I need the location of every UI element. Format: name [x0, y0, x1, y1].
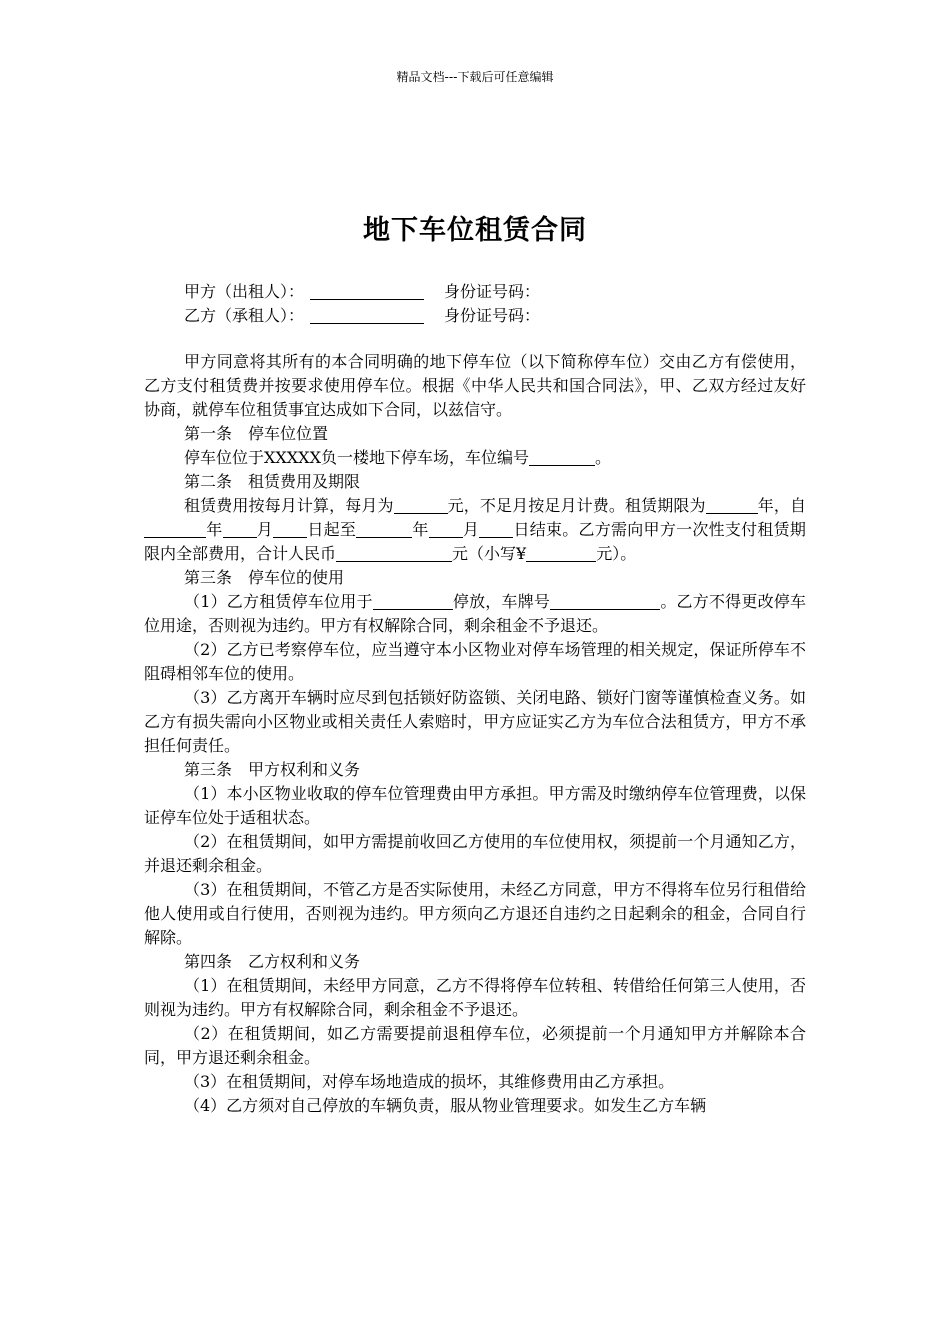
party-b-label: 乙方（承租人）：	[184, 306, 305, 325]
art3-c1b: 停放，车牌号	[452, 592, 551, 611]
article-3b-heading: 第三条 甲方权利和义务	[184, 760, 361, 779]
party-a-line	[184, 280, 540, 304]
contract-title: 地下车位租赁合同	[363, 215, 587, 246]
art2-t1: 租赁费用按每月计算，每月为	[184, 496, 394, 515]
party-b-name-blank[interactable]	[310, 307, 424, 324]
page-header: 精品文档---下载后可任意编辑	[396, 70, 554, 84]
article-3-clause-3: （3）乙方离开车辆时应尽到包括锁好防盗锁、关闭电路、锁好门窗等谨慎检查义务。如乙方有损失需向小区物业或相关责任人索赔时，甲方应证实乙方为车位合法租赁方，甲方不承担任何责任。	[144, 688, 806, 755]
article-3b-clause-2: （2）在租赁期间，如甲方需提前收回乙方使用的车位使用权，须提前一个月通知乙方，并退还剩余租金。	[144, 832, 806, 875]
article-2-text	[144, 494, 806, 566]
article-4-heading: 第四条 乙方权利和义务	[184, 952, 361, 971]
art3-c1c: 。乙方不得更改停车位用途，否则视为违约。甲方有权解除合同，剩余租金不予退还。	[144, 592, 806, 635]
article-4-clause-4: （4）乙方须对自己停放的车辆负责，服从物业管理要求。如发生乙方车辆	[184, 1096, 707, 1115]
end-day-blank[interactable]	[479, 521, 513, 538]
start-year-blank[interactable]	[144, 521, 206, 538]
start-day-blank[interactable]	[273, 521, 307, 538]
term-years-blank[interactable]	[706, 497, 758, 514]
party-a-id-label: 身份证号码：	[444, 282, 541, 301]
space-number-blank[interactable]	[529, 449, 595, 466]
article-4-clause-1: （1）在租赁期间，未经甲方同意，乙方不得将停车位转租、转借给任何第三人使用，否则视为违约。甲方有权解除合同，剩余租金不予退还。	[144, 976, 806, 1019]
intro-paragraph: 甲方同意将其所有的本合同明确的地下停车位（以下简称停车位）交由乙方有偿使用，乙方支付租赁费并按要求使用停车位。根据《中华人民共和国合同法》，甲、乙双方经过友好协商，就停车位租赁事宜达成如下合同，以兹信守。	[144, 352, 806, 419]
art2-t4: 年	[206, 520, 223, 539]
art2-t7: 年	[412, 520, 429, 539]
end-year-blank[interactable]	[356, 521, 412, 538]
article-3b-clause-1: （1）本小区物业收取的停车位管理费由甲方承担。甲方需及时缴纳停车位管理费，以保证停车位处于适租状态。	[144, 784, 806, 827]
art2-t5: 月	[256, 520, 274, 539]
art1-text-a: 停车位位于XXXXX负一楼地下停车场，车位编号	[184, 448, 529, 467]
article-1-heading: 第一条 停车位位置	[184, 424, 329, 443]
party-b-line	[184, 304, 540, 328]
party-a-name-blank[interactable]	[310, 283, 424, 300]
article-3b-clause-3: （3）在租赁期间，不管乙方是否实际使用，未经乙方同意，甲方不得将车位另行租借给他人使用或自行使用，否则视为违约。甲方须向乙方退还自违约之日起剩余的租金，合同自行解除。	[144, 880, 806, 947]
art2-t6: 日起至	[307, 520, 357, 539]
start-month-blank[interactable]	[223, 521, 257, 538]
end-month-blank[interactable]	[429, 521, 463, 538]
contract-body	[144, 350, 806, 1118]
party-a-label: 甲方（出租人）：	[184, 282, 305, 301]
art2-t8: 月	[462, 520, 480, 539]
article-1-text	[144, 446, 806, 470]
art1-text-b: 。	[594, 448, 611, 467]
total-figure-blank[interactable]	[526, 545, 596, 562]
plate-number-blank[interactable]	[550, 593, 660, 610]
art2-t3: 年，自	[757, 496, 806, 515]
article-4-clause-2: （2）在租赁期间，如乙方需要提前退租停车位，必须提前一个月通知甲方并解除本合同，甲方退还剩余租金。	[144, 1024, 806, 1067]
art2-t9: 日结束。乙方需向甲方一次性支付租赁期限内全部费用，合计人民币	[144, 520, 806, 563]
art2-t2: 元，不足月按足月计费。租赁期限为	[447, 496, 706, 515]
art2-t10: 元（小写¥	[452, 544, 527, 563]
vehicle-use-blank[interactable]	[373, 593, 453, 610]
monthly-fee-blank[interactable]	[394, 497, 448, 514]
total-rmb-blank[interactable]	[336, 545, 452, 562]
article-3-clause-1	[144, 590, 806, 638]
article-2-heading: 第二条 租赁费用及期限	[184, 472, 361, 491]
article-4-clause-3: （3）在租赁期间，对停车场地造成的损坏，其维修费用由乙方承担。	[184, 1072, 675, 1091]
article-3-clause-2: （2）乙方已考察停车位，应当遵守本小区物业对停车场管理的相关规定，保证所停车不阻碍相邻车位的使用。	[144, 640, 806, 683]
art3-c1a: （1）乙方租赁停车位用于	[184, 592, 373, 611]
article-3-heading: 第三条 停车位的使用	[184, 568, 345, 587]
art2-t11: 元）。	[596, 544, 637, 563]
party-b-id-label: 身份证号码：	[444, 306, 541, 325]
